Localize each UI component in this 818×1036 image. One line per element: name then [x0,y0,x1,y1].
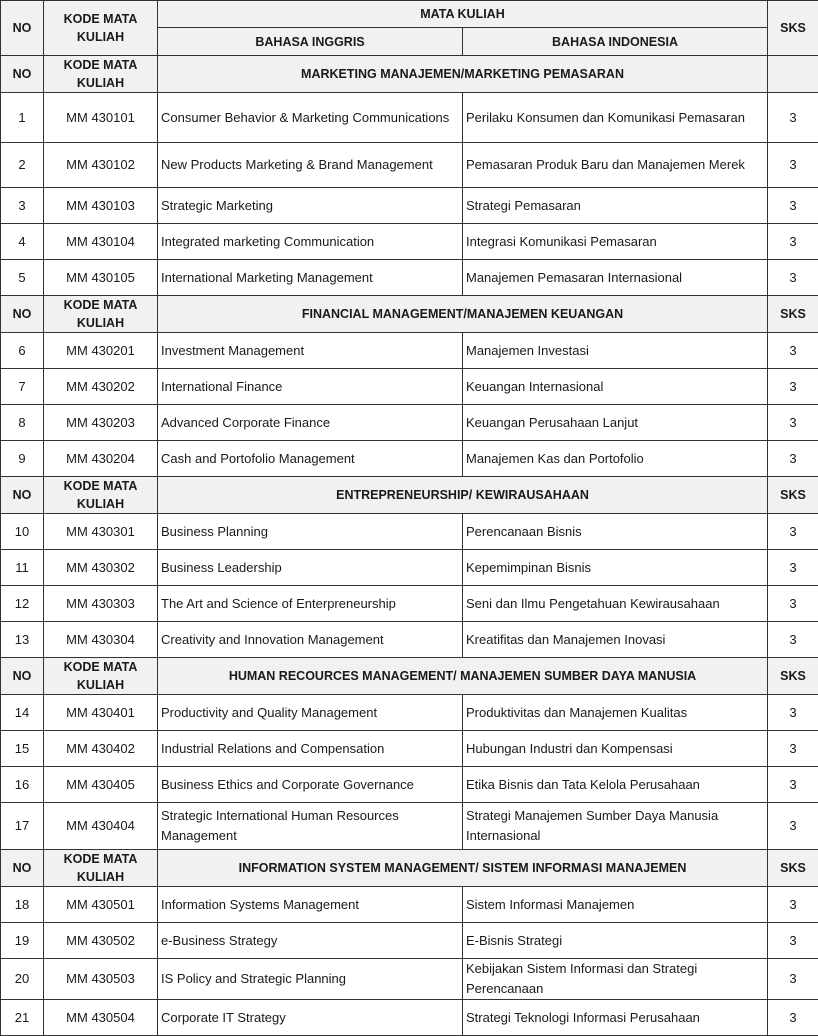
cell-sks: 3 [768,803,818,850]
cell-english: International Marketing Management [158,260,463,296]
cell-indonesian: Integrasi Komunikasi Pemasaran [463,224,768,260]
cell-indonesian: Seni dan Ilmu Pengetahuan Kewirausahaan [463,586,768,622]
table-row [1,260,818,296]
section-sks-label: SKS [768,658,818,695]
cell-english: e-Business Strategy [158,923,463,959]
cell-no: 12 [1,586,44,622]
cell-no: 14 [1,695,44,731]
cell-indonesian: Pemasaran Produk Baru dan Manajemen Merek [463,143,768,188]
table-row [1,731,818,767]
cell-indonesian: Strategi Manajemen Sumber Daya Manusia Internasional [463,803,768,850]
cell-code: MM 430502 [44,923,158,959]
table-row [1,803,818,850]
cell-code: MM 430405 [44,767,158,803]
cell-indonesian: Kebijakan Sistem Informasi dan Strategi Perencanaan [463,959,768,1000]
cell-no: 11 [1,550,44,586]
cell-sks: 3 [768,586,818,622]
section-sks-label [768,56,818,93]
cell-indonesian: Manajemen Kas dan Portofolio [463,441,768,477]
cell-code: MM 430302 [44,550,158,586]
table-row [1,143,818,188]
section-code-label: KODE MATA KULIAH [44,56,158,93]
table-row [1,959,818,1000]
section-sks-label: SKS [768,296,818,333]
cell-code: MM 430301 [44,514,158,550]
cell-sks: 3 [768,731,818,767]
cell-indonesian: Produktivitas dan Manajemen Kualitas [463,695,768,731]
cell-no: 5 [1,260,44,296]
cell-sks: 3 [768,887,818,923]
cell-code: MM 430203 [44,405,158,441]
cell-sks: 3 [768,622,818,658]
cell-english: Investment Management [158,333,463,369]
cell-code: MM 430401 [44,695,158,731]
cell-indonesian: Keuangan Perusahaan Lanjut [463,405,768,441]
cell-no: 6 [1,333,44,369]
table-row [1,1000,818,1036]
cell-no: 18 [1,887,44,923]
cell-sks: 3 [768,224,818,260]
cell-indonesian: Etika Bisnis dan Tata Kelola Perusahaan [463,767,768,803]
cell-indonesian: E-Bisnis Strategi [463,923,768,959]
cell-code: MM 430503 [44,959,158,1000]
cell-no: 13 [1,622,44,658]
cell-sks: 3 [768,695,818,731]
cell-code: MM 430104 [44,224,158,260]
table-row [1,695,818,731]
section-sks-label: SKS [768,477,818,514]
header-no: NO [1,1,44,56]
cell-no: 3 [1,188,44,224]
cell-english: Industrial Relations and Compensation [158,731,463,767]
table-row [1,224,818,260]
cell-english: Corporate IT Strategy [158,1000,463,1036]
cell-no: 19 [1,923,44,959]
cell-no: 20 [1,959,44,1000]
cell-english: Business Planning [158,514,463,550]
cell-sks: 3 [768,514,818,550]
cell-english: New Products Marketing & Brand Management [158,143,463,188]
table-row [1,369,818,405]
cell-no: 15 [1,731,44,767]
cell-no: 17 [1,803,44,850]
section-title: ENTREPRENEURSHIP/ KEWIRAUSAHAAN [158,477,768,514]
table-row [1,586,818,622]
cell-code: MM 430504 [44,1000,158,1036]
section-header-row [1,850,818,887]
cell-indonesian: Manajemen Investasi [463,333,768,369]
table-row [1,767,818,803]
cell-no: 16 [1,767,44,803]
cell-code: MM 430304 [44,622,158,658]
section-header-row [1,658,818,695]
cell-no: 2 [1,143,44,188]
cell-english: Cash and Portofolio Management [158,441,463,477]
section-title: FINANCIAL MANAGEMENT/MANAJEMEN KEUANGAN [158,296,768,333]
cell-no: 8 [1,405,44,441]
cell-sks: 3 [768,93,818,143]
cell-no: 10 [1,514,44,550]
table-row [1,333,818,369]
cell-indonesian: Sistem Informasi Manajemen [463,887,768,923]
cell-english: Strategic International Human Resources Management [158,803,463,850]
table-row [1,514,818,550]
table-row [1,405,818,441]
section-no-label: NO [1,56,44,93]
table-row [1,550,818,586]
cell-sks: 3 [768,959,818,1000]
header-english: BAHASA INGGRIS [158,28,463,56]
section-code-label: KODE MATA KULIAH [44,296,158,333]
cell-indonesian: Manajemen Pemasaran Internasional [463,260,768,296]
cell-code: MM 430204 [44,441,158,477]
section-title: MARKETING MANAJEMEN/MARKETING PEMASARAN [158,56,768,93]
cell-english: Strategic Marketing [158,188,463,224]
cell-code: MM 430101 [44,93,158,143]
header-indonesian: BAHASA INDONESIA [463,28,768,56]
section-code-label: KODE MATA KULIAH [44,658,158,695]
cell-indonesian: Hubungan Industri dan Kompensasi [463,731,768,767]
cell-sks: 3 [768,188,818,224]
cell-english: Advanced Corporate Finance [158,405,463,441]
cell-english: International Finance [158,369,463,405]
cell-sks: 3 [768,405,818,441]
table-row [1,923,818,959]
cell-indonesian: Keuangan Internasional [463,369,768,405]
cell-english: The Art and Science of Enterpreneurship [158,586,463,622]
cell-code: MM 430402 [44,731,158,767]
table-row [1,188,818,224]
course-table-body [1,56,818,1036]
cell-sks: 3 [768,333,818,369]
section-header-row [1,56,818,93]
section-header-row [1,477,818,514]
table-row [1,887,818,923]
section-header-row [1,296,818,333]
cell-indonesian: Perilaku Konsumen dan Komunikasi Pemasaran [463,93,768,143]
section-no-label: NO [1,850,44,887]
table-row [1,93,818,143]
cell-code: MM 430105 [44,260,158,296]
cell-sks: 3 [768,143,818,188]
cell-code: MM 430201 [44,333,158,369]
cell-no: 7 [1,369,44,405]
section-no-label: NO [1,477,44,514]
cell-code: MM 430501 [44,887,158,923]
cell-indonesian: Strategi Pemasaran [463,188,768,224]
cell-no: 1 [1,93,44,143]
cell-sks: 3 [768,923,818,959]
header-code: KODE MATA KULIAH [44,1,158,56]
cell-code: MM 430303 [44,586,158,622]
cell-code: MM 430202 [44,369,158,405]
cell-indonesian: Perencanaan Bisnis [463,514,768,550]
section-code-label: KODE MATA KULIAH [44,850,158,887]
header-sks: SKS [768,1,818,56]
cell-code: MM 430103 [44,188,158,224]
cell-sks: 3 [768,260,818,296]
section-title: INFORMATION SYSTEM MANAGEMENT/ SISTEM INFORMASI MANAJEMEN [158,850,768,887]
cell-no: 4 [1,224,44,260]
cell-no: 21 [1,1000,44,1036]
cell-sks: 3 [768,1000,818,1036]
cell-code: MM 430102 [44,143,158,188]
section-title: HUMAN RECOURCES MANAGEMENT/ MANAJEMEN SUMBER DAYA MANUSIA [158,658,768,695]
cell-english: Integrated marketing Communication [158,224,463,260]
cell-sks: 3 [768,550,818,586]
cell-indonesian: Strategi Teknologi Informasi Perusahaan [463,1000,768,1036]
cell-sks: 3 [768,767,818,803]
cell-no: 9 [1,441,44,477]
cell-indonesian: Kreatifitas dan Manajemen Inovasi [463,622,768,658]
section-no-label: NO [1,658,44,695]
cell-indonesian: Kepemimpinan Bisnis [463,550,768,586]
cell-english: Consumer Behavior & Marketing Communications [158,93,463,143]
table-row [1,622,818,658]
section-code-label: KODE MATA KULIAH [44,477,158,514]
cell-english: Information Systems Management [158,887,463,923]
cell-english: Productivity and Quality Management [158,695,463,731]
cell-english: IS Policy and Strategic Planning [158,959,463,1000]
cell-english: Business Leadership [158,550,463,586]
cell-english: Creativity and Innovation Management [158,622,463,658]
section-no-label: NO [1,296,44,333]
cell-english: Business Ethics and Corporate Governance [158,767,463,803]
cell-sks: 3 [768,441,818,477]
table-row [1,441,818,477]
cell-sks: 3 [768,369,818,405]
section-sks-label: SKS [768,850,818,887]
cell-code: MM 430404 [44,803,158,850]
header-course: MATA KULIAH [158,1,768,28]
